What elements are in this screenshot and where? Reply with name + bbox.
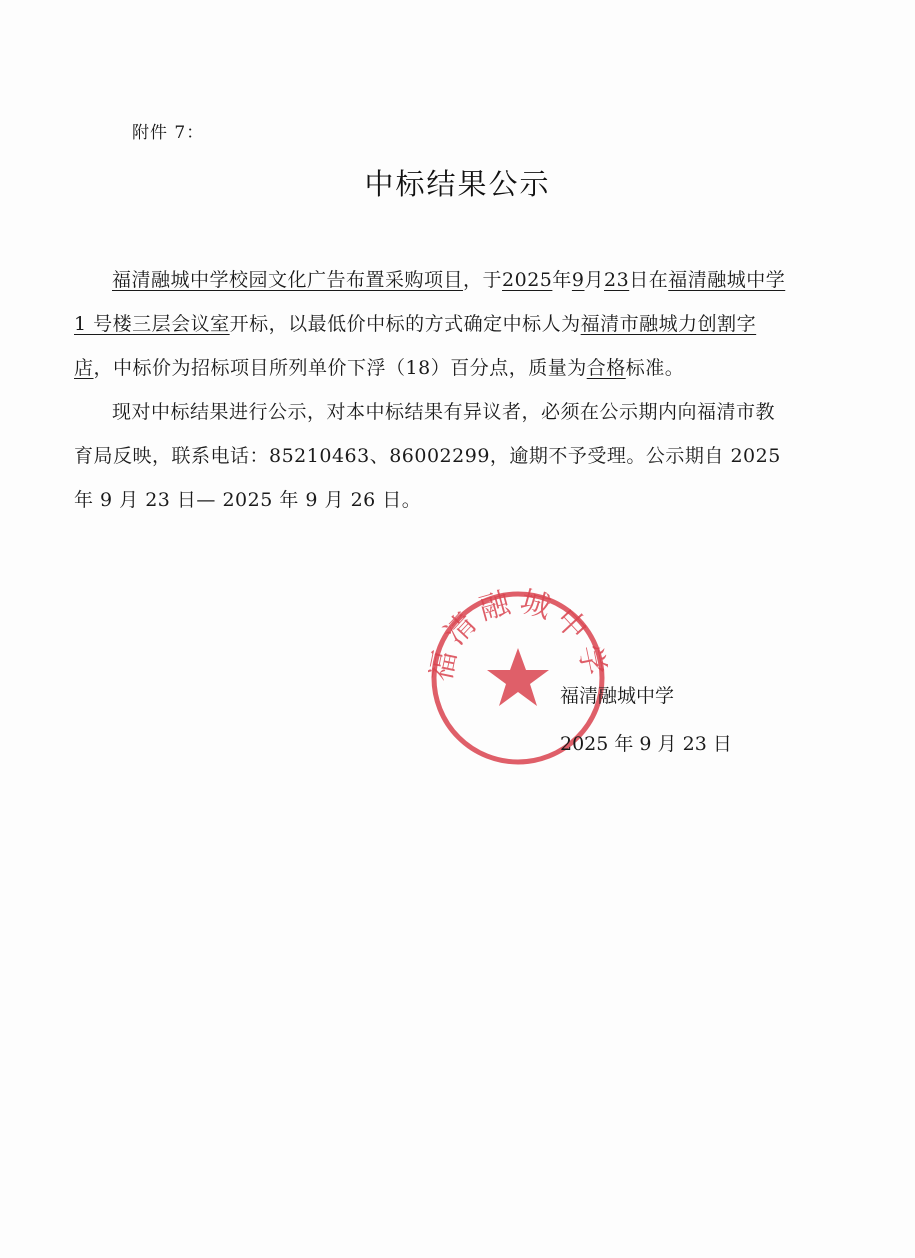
project-name: 福清融城中学校园文化广告布置采购项目 [112,269,464,291]
text-fragment: 开标，以最低价中标的方式确定中标人为 [229,313,581,335]
text-fragment: 年 [552,269,572,291]
open-day: 23 [604,269,630,291]
notice-body [74,258,794,522]
text-fragment: ，中标价为招标项目所列单价下浮（18）百分点，质量为 [93,357,587,379]
seal-text: 清融城中 [437,588,599,653]
text-fragment: ，于 [463,269,503,291]
page-title: 中标结果公示 [364,167,551,201]
paragraph-award-details [74,258,794,390]
winning-bidder: 福清市融城力创割字店 [74,313,757,379]
quality-level: 合格 [586,357,626,379]
text-fragment: 日在 [629,269,669,291]
open-year: 2025 [502,269,553,291]
signature-block [560,672,732,768]
signature-date: 2025 年 9 月 23 日 [560,733,732,755]
open-month: 9 [571,269,585,291]
seal-star-icon [487,648,549,706]
text-fragment: 月 [584,269,605,291]
open-location: 福清融城中学 1 号楼三层会议室 [74,269,786,335]
text-fragment: 标准。 [625,357,685,379]
signature-org: 福清融城中学 [560,685,675,707]
attachment-label: 附件 7： [132,123,205,143]
paragraph-objection-notice: 现对中标结果进行公示，对本中标结果有异议者，必须在公示期内向福清市教育局反映，联系电话：85210463、86002299，逾期不予受理。公示期自 2025 年 9 月 23 日— 2025 年 9 月 26 日。 [74,401,781,511]
